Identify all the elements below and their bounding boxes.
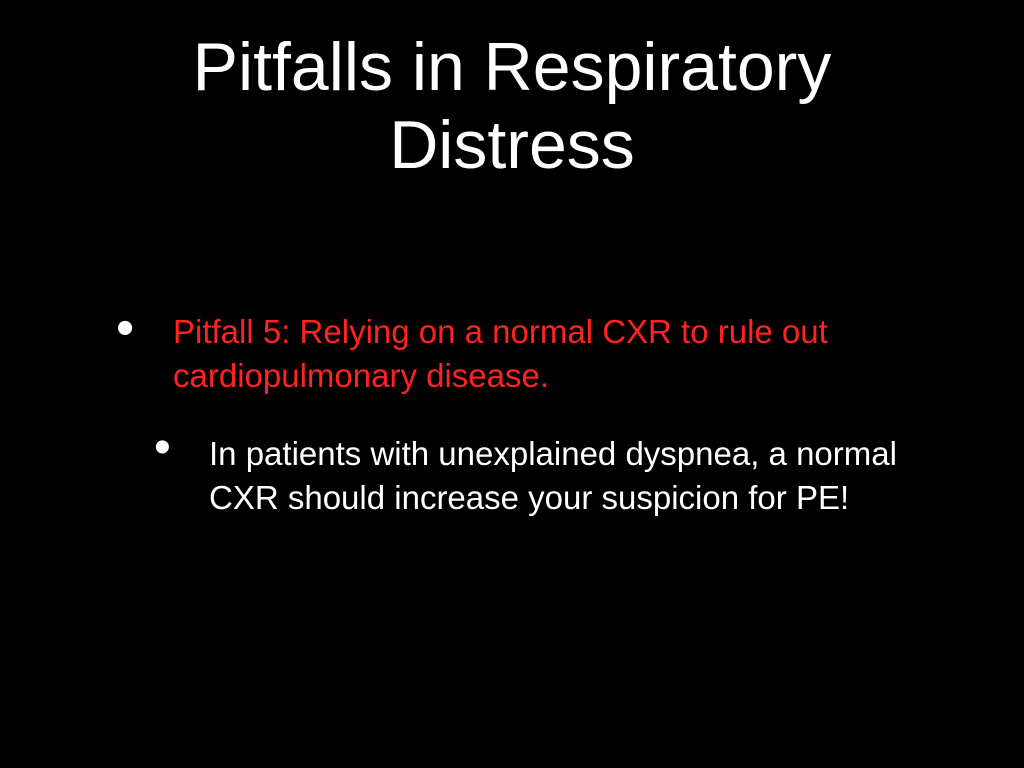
bullet-text-pitfall: Pitfall 5: Relying on a normal CXR to rule out cardiopulmonary disease. — [173, 313, 828, 394]
bullet-marker: • — [116, 299, 135, 357]
bullet-text-subpoint: In patients with unexplained dyspnea, a normal CXR should increase your suspicion for PE! — [209, 435, 897, 516]
slide-title: Pitfalls in Respiratory Distress — [192, 29, 832, 183]
bullet-marker: • — [154, 421, 171, 474]
